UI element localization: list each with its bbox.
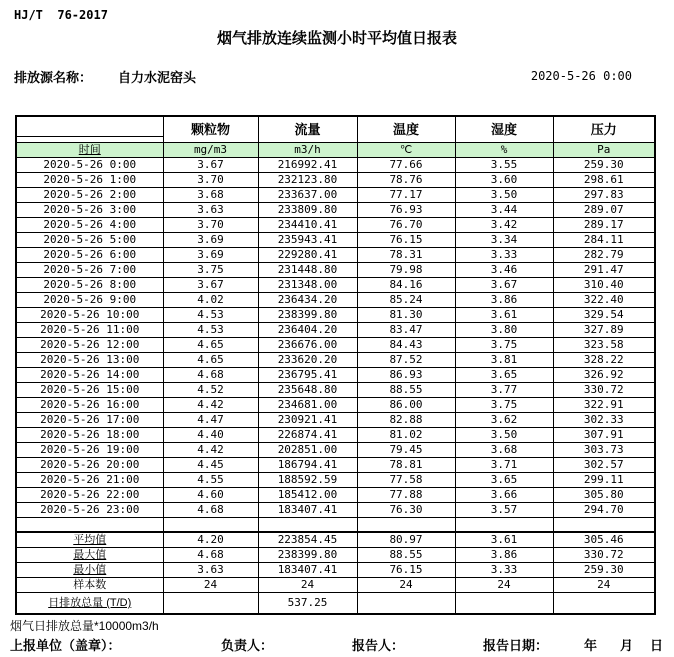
- summary-value-cell: 24: [553, 578, 655, 593]
- row-value-cell: 3.81: [455, 353, 553, 368]
- measure-header-row: [16, 116, 655, 143]
- row-value-cell: 328.22: [553, 353, 655, 368]
- summary-value-cell: 223854.45: [258, 532, 357, 548]
- table-row: [16, 158, 655, 173]
- row-value-cell: 86.93: [357, 368, 455, 383]
- row-value-cell: 310.40: [553, 278, 655, 293]
- row-value-cell: 4.40: [163, 428, 258, 443]
- spacer-row: [16, 518, 655, 533]
- row-value-cell: 76.93: [357, 203, 455, 218]
- row-value-cell: 299.11: [553, 473, 655, 488]
- row-value-cell: 79.98: [357, 263, 455, 278]
- row-value-cell: 3.71: [455, 458, 553, 473]
- table-row: [16, 233, 655, 248]
- row-value-cell: 87.52: [357, 353, 455, 368]
- table-row: [16, 503, 655, 518]
- row-value-cell: 78.31: [357, 248, 455, 263]
- row-value-cell: 3.57: [455, 503, 553, 518]
- year-label: 年: [584, 638, 598, 653]
- row-value-cell: 284.11: [553, 233, 655, 248]
- row-value-cell: 3.62: [455, 413, 553, 428]
- summary-value-cell: [553, 593, 655, 615]
- summary-value-cell: 3.86: [455, 548, 553, 563]
- report-table: [15, 115, 656, 615]
- row-value-cell: 289.07: [553, 203, 655, 218]
- row-value-cell: 76.15: [357, 233, 455, 248]
- row-value-cell: 188592.59: [258, 473, 357, 488]
- row-value-cell: 4.02: [163, 293, 258, 308]
- summary-value-cell: 259.30: [553, 563, 655, 578]
- row-value-cell: 76.70: [357, 218, 455, 233]
- row-time-cell: 2020-5-26 16:00: [16, 398, 163, 413]
- row-value-cell: 77.17: [357, 188, 455, 203]
- row-value-cell: 3.63: [163, 203, 258, 218]
- row-time-cell: 2020-5-26 6:00: [16, 248, 163, 263]
- summary-row: [16, 548, 655, 563]
- row-value-cell: 202851.00: [258, 443, 357, 458]
- table-row: [16, 278, 655, 293]
- row-value-cell: 305.80: [553, 488, 655, 503]
- row-time-cell: 2020-5-26 2:00: [16, 188, 163, 203]
- row-value-cell: 3.70: [163, 173, 258, 188]
- row-time-cell: 2020-5-26 20:00: [16, 458, 163, 473]
- row-value-cell: 229280.41: [258, 248, 357, 263]
- row-value-cell: 4.53: [163, 308, 258, 323]
- row-value-cell: 230921.41: [258, 413, 357, 428]
- reporter-label: 报告人：: [352, 638, 405, 653]
- row-value-cell: 282.79: [553, 248, 655, 263]
- row-time-cell: 2020-5-26 13:00: [16, 353, 163, 368]
- measure-header-cell: 温度: [357, 116, 455, 143]
- table-row: [16, 443, 655, 458]
- row-value-cell: 76.30: [357, 503, 455, 518]
- row-value-cell: 3.66: [455, 488, 553, 503]
- table-row: [16, 308, 655, 323]
- row-value-cell: 3.69: [163, 233, 258, 248]
- summary-value-cell: 24: [258, 578, 357, 593]
- row-value-cell: 88.55: [357, 383, 455, 398]
- row-value-cell: 297.83: [553, 188, 655, 203]
- row-value-cell: 79.45: [357, 443, 455, 458]
- row-value-cell: 236434.20: [258, 293, 357, 308]
- summary-value-cell: 3.63: [163, 563, 258, 578]
- row-time-cell: 2020-5-26 15:00: [16, 383, 163, 398]
- table-row: [16, 398, 655, 413]
- unit-header-row: [16, 143, 655, 158]
- row-value-cell: 3.75: [455, 338, 553, 353]
- row-value-cell: 4.60: [163, 488, 258, 503]
- table-row: [16, 473, 655, 488]
- row-value-cell: 231348.00: [258, 278, 357, 293]
- table-row: [16, 458, 655, 473]
- table-row: [16, 383, 655, 398]
- report-date-label: 报告日期：: [483, 638, 549, 653]
- row-time-cell: 2020-5-26 12:00: [16, 338, 163, 353]
- row-time-cell: 2020-5-26 21:00: [16, 473, 163, 488]
- row-time-cell: 2020-5-26 11:00: [16, 323, 163, 338]
- table-row: [16, 368, 655, 383]
- row-value-cell: 216992.41: [258, 158, 357, 173]
- row-value-cell: 234681.00: [258, 398, 357, 413]
- row-value-cell: 4.52: [163, 383, 258, 398]
- summary-value-cell: 3.61: [455, 532, 553, 548]
- row-value-cell: 83.47: [357, 323, 455, 338]
- table-row: [16, 488, 655, 503]
- row-value-cell: 78.76: [357, 173, 455, 188]
- row-value-cell: 3.67: [163, 158, 258, 173]
- summary-label: 平均值: [73, 534, 107, 546]
- summary-value-cell: 537.25: [258, 593, 357, 615]
- row-value-cell: 233809.80: [258, 203, 357, 218]
- row-value-cell: 231448.80: [258, 263, 357, 278]
- row-value-cell: 77.88: [357, 488, 455, 503]
- unit-header-cell: mg/m3: [163, 143, 258, 158]
- unit-header-cell: m3/h: [258, 143, 357, 158]
- measure-header-cell: 颗粒物: [163, 116, 258, 143]
- measure-header-cell: 流量: [258, 116, 357, 143]
- row-value-cell: 3.65: [455, 473, 553, 488]
- summary-value-cell: 183407.41: [258, 563, 357, 578]
- row-value-cell: 3.42: [455, 218, 553, 233]
- summary-value-cell: [357, 593, 455, 615]
- row-time-cell: 2020-5-26 5:00: [16, 233, 163, 248]
- emission-source-name: 自力水泥窑头: [118, 70, 197, 85]
- table-row: [16, 293, 655, 308]
- row-time-cell: 2020-5-26 3:00: [16, 203, 163, 218]
- row-value-cell: 4.53: [163, 323, 258, 338]
- row-value-cell: 323.58: [553, 338, 655, 353]
- row-value-cell: 291.47: [553, 263, 655, 278]
- row-value-cell: 85.24: [357, 293, 455, 308]
- summary-value-cell: 3.33: [455, 563, 553, 578]
- row-value-cell: 77.58: [357, 473, 455, 488]
- row-value-cell: 4.55: [163, 473, 258, 488]
- row-value-cell: 289.17: [553, 218, 655, 233]
- row-value-cell: 4.68: [163, 503, 258, 518]
- summary-row: [16, 593, 655, 615]
- row-value-cell: 81.02: [357, 428, 455, 443]
- summary-value-cell: 24: [455, 578, 553, 593]
- report-datetime: 2020-5-26 0:00: [530, 69, 632, 83]
- row-value-cell: 303.73: [553, 443, 655, 458]
- row-value-cell: 86.00: [357, 398, 455, 413]
- summary-value-cell: 24: [357, 578, 455, 593]
- row-value-cell: 330.72: [553, 383, 655, 398]
- row-time-cell: 2020-5-26 0:00: [16, 158, 163, 173]
- row-value-cell: 3.75: [163, 263, 258, 278]
- summary-value-cell: 76.15: [357, 563, 455, 578]
- row-value-cell: 4.42: [163, 398, 258, 413]
- measure-header-cell: 压力: [553, 116, 655, 143]
- row-value-cell: 4.42: [163, 443, 258, 458]
- row-value-cell: 236676.00: [258, 338, 357, 353]
- row-value-cell: 294.70: [553, 503, 655, 518]
- row-value-cell: 3.86: [455, 293, 553, 308]
- row-value-cell: 3.65: [455, 368, 553, 383]
- summary-row: [16, 563, 655, 578]
- row-value-cell: 3.69: [163, 248, 258, 263]
- row-time-cell: 2020-5-26 4:00: [16, 218, 163, 233]
- row-value-cell: 3.68: [163, 188, 258, 203]
- summary-value-cell: 4.20: [163, 532, 258, 548]
- summary-label-cell: [16, 548, 163, 563]
- report-header: [0, 0, 674, 115]
- row-value-cell: 3.46: [455, 263, 553, 278]
- row-value-cell: 82.88: [357, 413, 455, 428]
- row-value-cell: 3.60: [455, 173, 553, 188]
- row-value-cell: 77.66: [357, 158, 455, 173]
- header-corner-cell: [16, 116, 163, 143]
- row-value-cell: 3.80: [455, 323, 553, 338]
- table-row: [16, 353, 655, 368]
- page-title: 烟气排放连续监测小时平均值日报表: [216, 30, 457, 47]
- summary-value-cell: 238399.80: [258, 548, 357, 563]
- row-time-cell: 2020-5-26 9:00: [16, 293, 163, 308]
- row-value-cell: 3.33: [455, 248, 553, 263]
- summary-label-cell: [16, 563, 163, 578]
- month-label: 月: [620, 638, 634, 653]
- row-time-cell: 2020-5-26 17:00: [16, 413, 163, 428]
- row-value-cell: 3.75: [455, 398, 553, 413]
- row-value-cell: 3.77: [455, 383, 553, 398]
- summary-value-cell: 80.97: [357, 532, 455, 548]
- row-value-cell: 4.68: [163, 368, 258, 383]
- row-value-cell: 234410.41: [258, 218, 357, 233]
- time-header-cell: [16, 143, 163, 158]
- row-value-cell: 3.67: [163, 278, 258, 293]
- row-time-cell: 2020-5-26 7:00: [16, 263, 163, 278]
- row-value-cell: 3.68: [455, 443, 553, 458]
- row-value-cell: 3.70: [163, 218, 258, 233]
- emission-source-label: 排放源名称：: [14, 70, 93, 85]
- row-value-cell: 3.34: [455, 233, 553, 248]
- summary-label: 日排放总量 (T/D): [48, 597, 132, 609]
- reporting-unit-label: 上报单位（盖章）：: [10, 638, 121, 653]
- row-value-cell: 232123.80: [258, 173, 357, 188]
- unit-header-cell: Pa: [553, 143, 655, 158]
- row-value-cell: 3.50: [455, 428, 553, 443]
- row-value-cell: 233620.20: [258, 353, 357, 368]
- summary-value-cell: 330.72: [553, 548, 655, 563]
- row-value-cell: 235943.41: [258, 233, 357, 248]
- responsible-person-label: 负责人：: [221, 638, 274, 653]
- row-value-cell: 298.61: [553, 173, 655, 188]
- table-row: [16, 323, 655, 338]
- table-row: [16, 413, 655, 428]
- row-value-cell: 4.45: [163, 458, 258, 473]
- row-time-cell: 2020-5-26 1:00: [16, 173, 163, 188]
- row-value-cell: 3.55: [455, 158, 553, 173]
- table-row: [16, 263, 655, 278]
- row-value-cell: 236404.20: [258, 323, 357, 338]
- time-header-label: 时间: [78, 144, 101, 156]
- table-row: [16, 248, 655, 263]
- summary-value-cell: [455, 593, 553, 615]
- row-time-cell: 2020-5-26 8:00: [16, 278, 163, 293]
- table-row: [16, 203, 655, 218]
- row-value-cell: 302.33: [553, 413, 655, 428]
- summary-label: 最小值: [73, 564, 107, 576]
- table-row: [16, 218, 655, 233]
- summary-row: [16, 578, 655, 593]
- row-value-cell: 326.92: [553, 368, 655, 383]
- footer-note: 烟气日排放总量*10000m3/h: [10, 619, 159, 633]
- row-time-cell: 2020-5-26 14:00: [16, 368, 163, 383]
- row-value-cell: 84.16: [357, 278, 455, 293]
- table-row: [16, 338, 655, 353]
- summary-value-cell: 305.46: [553, 532, 655, 548]
- unit-header-cell: ℃: [357, 143, 455, 158]
- row-value-cell: 307.91: [553, 428, 655, 443]
- row-value-cell: 322.91: [553, 398, 655, 413]
- row-value-cell: 302.57: [553, 458, 655, 473]
- summary-value-cell: 88.55: [357, 548, 455, 563]
- row-value-cell: 226874.41: [258, 428, 357, 443]
- row-value-cell: 84.43: [357, 338, 455, 353]
- row-value-cell: 4.65: [163, 353, 258, 368]
- row-value-cell: 3.50: [455, 188, 553, 203]
- row-value-cell: 322.40: [553, 293, 655, 308]
- row-value-cell: 238399.80: [258, 308, 357, 323]
- row-value-cell: 236795.41: [258, 368, 357, 383]
- summary-value-cell: 4.68: [163, 548, 258, 563]
- row-value-cell: 186794.41: [258, 458, 357, 473]
- summary-label-cell: [16, 578, 163, 593]
- summary-label-cell: [16, 593, 163, 615]
- emission-source-line: [14, 67, 196, 86]
- summary-label: 样本数: [73, 579, 107, 591]
- row-value-cell: 329.54: [553, 308, 655, 323]
- row-value-cell: 3.44: [455, 203, 553, 218]
- row-time-cell: 2020-5-26 23:00: [16, 503, 163, 518]
- table-row: [16, 173, 655, 188]
- summary-row: [16, 532, 655, 548]
- row-value-cell: 81.30: [357, 308, 455, 323]
- row-time-cell: 2020-5-26 10:00: [16, 308, 163, 323]
- row-value-cell: 233637.00: [258, 188, 357, 203]
- table-row: [16, 188, 655, 203]
- unit-header-cell: %: [455, 143, 553, 158]
- summary-value-cell: 24: [163, 578, 258, 593]
- row-value-cell: 185412.00: [258, 488, 357, 503]
- measure-header-cell: 湿度: [455, 116, 553, 143]
- row-time-cell: 2020-5-26 22:00: [16, 488, 163, 503]
- summary-value-cell: [163, 593, 258, 615]
- row-time-cell: 2020-5-26 19:00: [16, 443, 163, 458]
- row-value-cell: 78.81: [357, 458, 455, 473]
- row-value-cell: 3.61: [455, 308, 553, 323]
- row-value-cell: 183407.41: [258, 503, 357, 518]
- row-value-cell: 259.30: [553, 158, 655, 173]
- row-value-cell: 4.47: [163, 413, 258, 428]
- day-label: 日: [650, 638, 664, 653]
- row-value-cell: 4.65: [163, 338, 258, 353]
- row-time-cell: 2020-5-26 18:00: [16, 428, 163, 443]
- row-value-cell: 327.89: [553, 323, 655, 338]
- summary-label-cell: [16, 532, 163, 548]
- table-row: [16, 428, 655, 443]
- row-value-cell: 235648.80: [258, 383, 357, 398]
- standard-number: HJ/T 76-2017: [14, 8, 108, 22]
- row-value-cell: 3.67: [455, 278, 553, 293]
- summary-label: 最大值: [73, 549, 107, 561]
